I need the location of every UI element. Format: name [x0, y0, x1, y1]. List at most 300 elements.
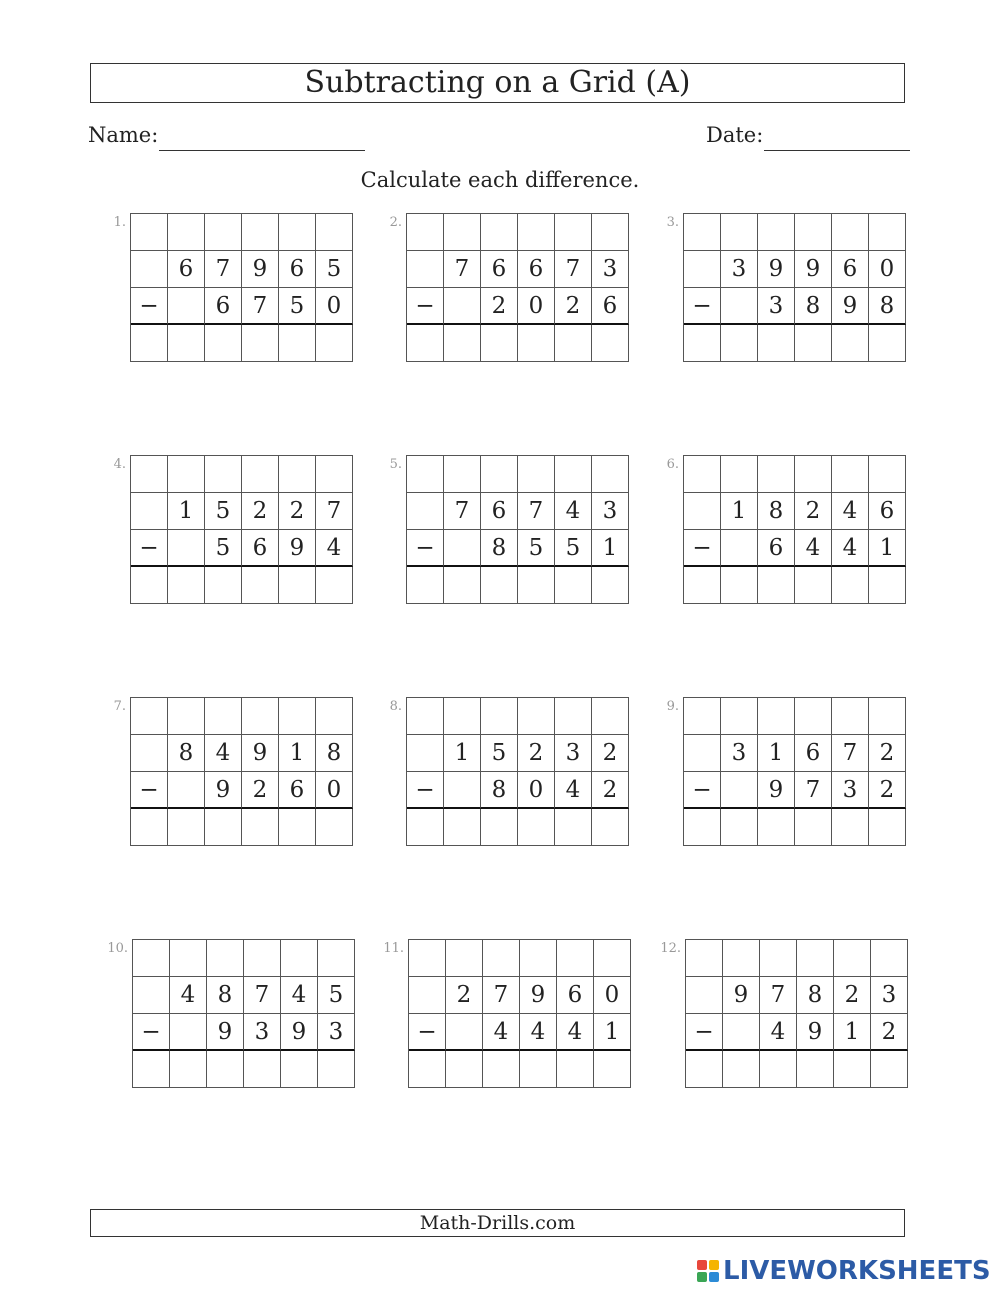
answer-cell[interactable]	[518, 567, 555, 604]
subtrahend-digit: 4	[555, 772, 592, 809]
borrow-cell[interactable]	[316, 698, 353, 735]
minuend-digit: 4	[170, 977, 207, 1014]
answer-cell[interactable]	[721, 567, 758, 604]
grid-cell	[444, 772, 481, 809]
answer-cell[interactable]	[281, 1051, 318, 1088]
minuend-digit: 2	[592, 735, 629, 772]
minuend-digit: 9	[242, 735, 279, 772]
subtrahend-digit: 3	[244, 1014, 281, 1051]
grid-cell	[723, 1014, 760, 1051]
borrow-cell[interactable]	[686, 940, 723, 977]
logo-square	[709, 1272, 719, 1282]
borrow-cell[interactable]	[483, 940, 520, 977]
borrow-cell[interactable]	[520, 940, 557, 977]
answer-cell[interactable]	[242, 567, 279, 604]
borrow-cell[interactable]	[242, 456, 279, 493]
name-field[interactable]	[159, 150, 365, 151]
minuend-digit: 6	[869, 493, 906, 530]
problem-6	[666, 455, 943, 605]
answer-cell[interactable]	[446, 1051, 483, 1088]
borrow-cell[interactable]	[168, 214, 205, 251]
borrow-cell[interactable]	[444, 214, 481, 251]
subtrahend-digit: 9	[832, 288, 869, 325]
borrow-cell[interactable]	[168, 456, 205, 493]
borrow-cell[interactable]	[758, 214, 795, 251]
grid-cell	[407, 735, 444, 772]
borrow-cell[interactable]	[518, 214, 555, 251]
minuend-digit: 7	[205, 251, 242, 288]
problem-grid	[406, 213, 629, 362]
problem-1	[113, 213, 390, 363]
answer-cell[interactable]	[760, 1051, 797, 1088]
minuend-digit: 5	[481, 735, 518, 772]
borrow-cell[interactable]	[205, 456, 242, 493]
answer-cell[interactable]	[481, 809, 518, 846]
subtrahend-digit: 5	[279, 288, 316, 325]
minuend-digit: 2	[279, 493, 316, 530]
answer-cell[interactable]	[592, 809, 629, 846]
answer-cell[interactable]	[758, 809, 795, 846]
answer-cell[interactable]	[407, 567, 444, 604]
answer-cell[interactable]	[131, 809, 168, 846]
borrow-cell[interactable]	[684, 214, 721, 251]
subtrahend-digit: 4	[557, 1014, 594, 1051]
answer-cell[interactable]	[721, 809, 758, 846]
problem-number: 5.	[389, 457, 402, 472]
answer-cell[interactable]	[407, 325, 444, 362]
borrow-cell[interactable]	[760, 940, 797, 977]
answer-cell[interactable]	[594, 1051, 631, 1088]
logo-square	[697, 1272, 707, 1282]
subtrahend-digit: 2	[481, 288, 518, 325]
subtrahend-digit: 0	[316, 288, 353, 325]
borrow-cell[interactable]	[279, 698, 316, 735]
problem-7	[113, 697, 390, 847]
problem-grid	[406, 697, 629, 846]
minuend-digit: 8	[758, 493, 795, 530]
minuend-digit: 6	[481, 493, 518, 530]
answer-cell[interactable]	[871, 1051, 908, 1088]
footer: Math-Drills.com	[90, 1209, 905, 1237]
borrow-cell[interactable]	[316, 456, 353, 493]
minuend-digit: 2	[242, 493, 279, 530]
minuend-digit: 3	[592, 493, 629, 530]
answer-cell[interactable]	[318, 1051, 355, 1088]
borrow-cell[interactable]	[797, 940, 834, 977]
problem-grid	[683, 697, 906, 846]
answer-cell[interactable]	[869, 325, 906, 362]
minuend-digit: 3	[871, 977, 908, 1014]
logo-square	[709, 1260, 719, 1270]
borrow-cell[interactable]	[758, 698, 795, 735]
borrow-cell[interactable]	[242, 698, 279, 735]
subtrahend-digit: 4	[520, 1014, 557, 1051]
problem-grid	[130, 455, 353, 604]
grid-cell	[170, 1014, 207, 1051]
borrow-cell[interactable]	[444, 698, 481, 735]
problem-number: 7.	[113, 699, 126, 714]
subtrahend-digit: 4	[832, 530, 869, 567]
borrow-cell[interactable]	[131, 698, 168, 735]
borrow-cell[interactable]	[133, 940, 170, 977]
subtrahend-digit: 7	[242, 288, 279, 325]
subtrahend-digit: 3	[832, 772, 869, 809]
answer-cell[interactable]	[170, 1051, 207, 1088]
answer-cell[interactable]	[483, 1051, 520, 1088]
answer-cell[interactable]	[832, 567, 869, 604]
answer-cell[interactable]	[832, 325, 869, 362]
minuend-digit: 1	[758, 735, 795, 772]
grid-cell	[133, 977, 170, 1014]
borrow-cell[interactable]	[795, 214, 832, 251]
borrow-cell[interactable]	[281, 940, 318, 977]
minus-sign: −	[131, 772, 168, 809]
minus-sign: −	[684, 530, 721, 567]
problem-grid	[408, 939, 631, 1088]
subtrahend-digit: 2	[871, 1014, 908, 1051]
answer-cell[interactable]	[592, 325, 629, 362]
borrow-cell[interactable]	[684, 456, 721, 493]
subtrahend-digit: 9	[207, 1014, 244, 1051]
subtrahend-digit: 1	[592, 530, 629, 567]
answer-cell[interactable]	[205, 325, 242, 362]
name-label: Name:	[88, 123, 159, 147]
borrow-cell[interactable]	[869, 698, 906, 735]
answer-cell[interactable]	[555, 567, 592, 604]
borrow-cell[interactable]	[721, 698, 758, 735]
answer-cell[interactable]	[795, 567, 832, 604]
problem-grid	[685, 939, 908, 1088]
borrow-cell[interactable]	[131, 456, 168, 493]
minuend-digit: 5	[205, 493, 242, 530]
answer-cell[interactable]	[444, 325, 481, 362]
problem-number: 12.	[660, 941, 681, 956]
answer-cell[interactable]	[721, 325, 758, 362]
answer-cell[interactable]	[481, 325, 518, 362]
borrow-cell[interactable]	[409, 940, 446, 977]
borrow-cell[interactable]	[721, 214, 758, 251]
problem-2	[389, 213, 666, 363]
borrow-cell[interactable]	[131, 214, 168, 251]
minuend-digit: 8	[316, 735, 353, 772]
grid-cell	[168, 772, 205, 809]
subtrahend-digit: 7	[795, 772, 832, 809]
liveworksheets-logo-text: LIVEWORKSHEETS	[723, 1256, 991, 1286]
problem-grid	[132, 939, 355, 1088]
problem-grid	[683, 455, 906, 604]
subtrahend-digit: 8	[869, 288, 906, 325]
minuend-digit: 1	[279, 735, 316, 772]
answer-cell[interactable]	[131, 325, 168, 362]
borrow-cell[interactable]	[723, 940, 760, 977]
answer-cell[interactable]	[684, 325, 721, 362]
borrow-cell[interactable]	[279, 214, 316, 251]
answer-cell[interactable]	[684, 809, 721, 846]
answer-cell[interactable]	[557, 1051, 594, 1088]
problem-number: 8.	[389, 699, 402, 714]
minus-sign: −	[684, 288, 721, 325]
borrow-cell[interactable]	[316, 214, 353, 251]
borrow-cell[interactable]	[205, 214, 242, 251]
borrow-cell[interactable]	[832, 214, 869, 251]
borrow-cell[interactable]	[318, 940, 355, 977]
problem-grid	[406, 455, 629, 604]
minuend-digit: 2	[869, 735, 906, 772]
subtrahend-digit: 1	[869, 530, 906, 567]
borrow-cell[interactable]	[207, 940, 244, 977]
problem-number: 3.	[666, 215, 679, 230]
borrow-cell[interactable]	[869, 456, 906, 493]
minuend-digit: 7	[832, 735, 869, 772]
problem-grid	[683, 213, 906, 362]
borrow-cell[interactable]	[869, 214, 906, 251]
answer-cell[interactable]	[444, 809, 481, 846]
answer-cell[interactable]	[758, 567, 795, 604]
grid-cell	[168, 530, 205, 567]
minus-sign: −	[407, 530, 444, 567]
borrow-cell[interactable]	[721, 456, 758, 493]
answer-cell[interactable]	[131, 567, 168, 604]
borrow-cell[interactable]	[871, 940, 908, 977]
subtrahend-digit: 0	[518, 288, 555, 325]
minuend-digit: 9	[795, 251, 832, 288]
subtrahend-digit: 9	[797, 1014, 834, 1051]
borrow-cell[interactable]	[592, 698, 629, 735]
answer-cell[interactable]	[316, 809, 353, 846]
problem-4	[113, 455, 390, 605]
borrow-cell[interactable]	[758, 456, 795, 493]
borrow-cell[interactable]	[279, 456, 316, 493]
minuend-digit: 3	[721, 735, 758, 772]
grid-cell	[407, 251, 444, 288]
answer-cell[interactable]	[168, 325, 205, 362]
subtrahend-digit: 9	[281, 1014, 318, 1051]
minuend-digit: 7	[760, 977, 797, 1014]
borrow-cell[interactable]	[481, 214, 518, 251]
borrow-cell[interactable]	[834, 940, 871, 977]
subtrahend-digit: 4	[795, 530, 832, 567]
subtrahend-digit: 5	[205, 530, 242, 567]
problem-number: 4.	[113, 457, 126, 472]
problem-11	[383, 939, 668, 1089]
minuend-digit: 4	[832, 493, 869, 530]
minus-sign: −	[407, 772, 444, 809]
minuend-digit: 8	[168, 735, 205, 772]
liveworksheets-logo[interactable]	[697, 1256, 991, 1286]
minuend-digit: 6	[481, 251, 518, 288]
minuend-digit: 6	[279, 251, 316, 288]
answer-cell[interactable]	[244, 1051, 281, 1088]
subtrahend-digit: 2	[555, 288, 592, 325]
answer-cell[interactable]	[279, 809, 316, 846]
minuend-digit: 9	[520, 977, 557, 1014]
borrow-cell[interactable]	[795, 456, 832, 493]
borrow-cell[interactable]	[594, 940, 631, 977]
borrow-cell[interactable]	[555, 214, 592, 251]
grid-cell	[684, 735, 721, 772]
answer-cell[interactable]	[242, 809, 279, 846]
minus-sign: −	[409, 1014, 446, 1051]
borrow-cell[interactable]	[518, 456, 555, 493]
grid-cell	[409, 977, 446, 1014]
answer-cell[interactable]	[205, 567, 242, 604]
answer-cell[interactable]	[684, 567, 721, 604]
answer-cell[interactable]	[205, 809, 242, 846]
minus-sign: −	[407, 288, 444, 325]
minuend-digit: 7	[244, 977, 281, 1014]
answer-cell[interactable]	[723, 1051, 760, 1088]
subtrahend-digit: 6	[279, 772, 316, 809]
answer-cell[interactable]	[795, 809, 832, 846]
minus-sign: −	[131, 288, 168, 325]
minuend-digit: 7	[444, 251, 481, 288]
minus-sign: −	[131, 530, 168, 567]
answer-cell[interactable]	[409, 1051, 446, 1088]
minus-sign: −	[133, 1014, 170, 1051]
borrow-cell[interactable]	[684, 698, 721, 735]
answer-cell[interactable]	[518, 809, 555, 846]
answer-cell[interactable]	[242, 325, 279, 362]
grid-cell	[684, 251, 721, 288]
subtrahend-digit: 2	[242, 772, 279, 809]
borrow-cell[interactable]	[444, 456, 481, 493]
grid-cell	[446, 1014, 483, 1051]
problem-number: 2.	[389, 215, 402, 230]
minuend-digit: 1	[721, 493, 758, 530]
borrow-cell[interactable]	[205, 698, 242, 735]
minuend-digit: 4	[555, 493, 592, 530]
answer-cell[interactable]	[316, 567, 353, 604]
borrow-cell[interactable]	[481, 456, 518, 493]
grid-cell	[686, 977, 723, 1014]
borrow-cell[interactable]	[555, 698, 592, 735]
borrow-cell[interactable]	[557, 940, 594, 977]
subtrahend-digit: 0	[316, 772, 353, 809]
answer-cell[interactable]	[592, 567, 629, 604]
minuend-digit: 9	[758, 251, 795, 288]
borrow-cell[interactable]	[832, 456, 869, 493]
borrow-cell[interactable]	[244, 940, 281, 977]
borrow-cell[interactable]	[832, 698, 869, 735]
grid-cell	[444, 530, 481, 567]
problem-grid	[130, 213, 353, 362]
answer-cell[interactable]	[834, 1051, 871, 1088]
answer-cell[interactable]	[869, 809, 906, 846]
date-field[interactable]	[764, 150, 910, 151]
minuend-digit: 2	[446, 977, 483, 1014]
borrow-cell[interactable]	[168, 698, 205, 735]
borrow-cell[interactable]	[170, 940, 207, 977]
minuend-digit: 2	[795, 493, 832, 530]
minuend-digit: 4	[205, 735, 242, 772]
answer-cell[interactable]	[797, 1051, 834, 1088]
borrow-cell[interactable]	[407, 214, 444, 251]
answer-cell[interactable]	[686, 1051, 723, 1088]
subtrahend-digit: 6	[758, 530, 795, 567]
minuend-digit: 9	[242, 251, 279, 288]
borrow-cell[interactable]	[592, 214, 629, 251]
borrow-cell[interactable]	[242, 214, 279, 251]
grid-cell	[131, 493, 168, 530]
borrow-cell[interactable]	[407, 698, 444, 735]
date-label: Date:	[706, 123, 764, 147]
subtrahend-digit: 3	[318, 1014, 355, 1051]
minuend-digit: 1	[444, 735, 481, 772]
subtrahend-digit: 6	[242, 530, 279, 567]
minuend-digit: 9	[723, 977, 760, 1014]
minus-sign: −	[684, 772, 721, 809]
subtrahend-digit: 4	[316, 530, 353, 567]
answer-cell[interactable]	[444, 567, 481, 604]
subtrahend-digit: 8	[481, 530, 518, 567]
subtrahend-digit: 2	[869, 772, 906, 809]
minuend-digit: 5	[318, 977, 355, 1014]
borrow-cell[interactable]	[795, 698, 832, 735]
answer-cell[interactable]	[555, 809, 592, 846]
problem-3	[666, 213, 943, 363]
answer-cell[interactable]	[316, 325, 353, 362]
answer-cell[interactable]	[279, 567, 316, 604]
minuend-digit: 0	[869, 251, 906, 288]
answer-cell[interactable]	[168, 567, 205, 604]
borrow-cell[interactable]	[481, 698, 518, 735]
page-title: Subtracting on a Grid (A)	[90, 63, 905, 103]
minuend-digit: 2	[518, 735, 555, 772]
answer-cell[interactable]	[758, 325, 795, 362]
answer-cell[interactable]	[168, 809, 205, 846]
instructions: Calculate each difference.	[360, 168, 640, 192]
answer-cell[interactable]	[407, 809, 444, 846]
borrow-cell[interactable]	[407, 456, 444, 493]
grid-cell	[721, 772, 758, 809]
answer-cell[interactable]	[133, 1051, 170, 1088]
problem-number: 6.	[666, 457, 679, 472]
answer-cell[interactable]	[795, 325, 832, 362]
logo-square	[697, 1260, 707, 1270]
answer-cell[interactable]	[520, 1051, 557, 1088]
answer-cell[interactable]	[832, 809, 869, 846]
minuend-digit: 6	[557, 977, 594, 1014]
minuend-digit: 3	[721, 251, 758, 288]
answer-cell[interactable]	[481, 567, 518, 604]
subtrahend-digit: 2	[592, 772, 629, 809]
minuend-digit: 6	[795, 735, 832, 772]
borrow-cell[interactable]	[518, 698, 555, 735]
answer-cell[interactable]	[555, 325, 592, 362]
answer-cell[interactable]	[869, 567, 906, 604]
subtrahend-digit: 4	[483, 1014, 520, 1051]
problem-number: 1.	[113, 215, 126, 230]
answer-cell[interactable]	[518, 325, 555, 362]
minuend-digit: 4	[281, 977, 318, 1014]
minuend-digit: 8	[207, 977, 244, 1014]
borrow-cell[interactable]	[446, 940, 483, 977]
grid-cell	[721, 288, 758, 325]
grid-cell	[131, 251, 168, 288]
minuend-digit: 7	[483, 977, 520, 1014]
problem-number: 10.	[107, 941, 128, 956]
grid-cell	[131, 735, 168, 772]
subtrahend-digit: 8	[481, 772, 518, 809]
subtrahend-digit: 1	[594, 1014, 631, 1051]
problem-8	[389, 697, 666, 847]
answer-cell[interactable]	[279, 325, 316, 362]
borrow-cell[interactable]	[555, 456, 592, 493]
borrow-cell[interactable]	[592, 456, 629, 493]
answer-cell[interactable]	[207, 1051, 244, 1088]
minuend-digit: 6	[168, 251, 205, 288]
minuend-digit: 7	[444, 493, 481, 530]
